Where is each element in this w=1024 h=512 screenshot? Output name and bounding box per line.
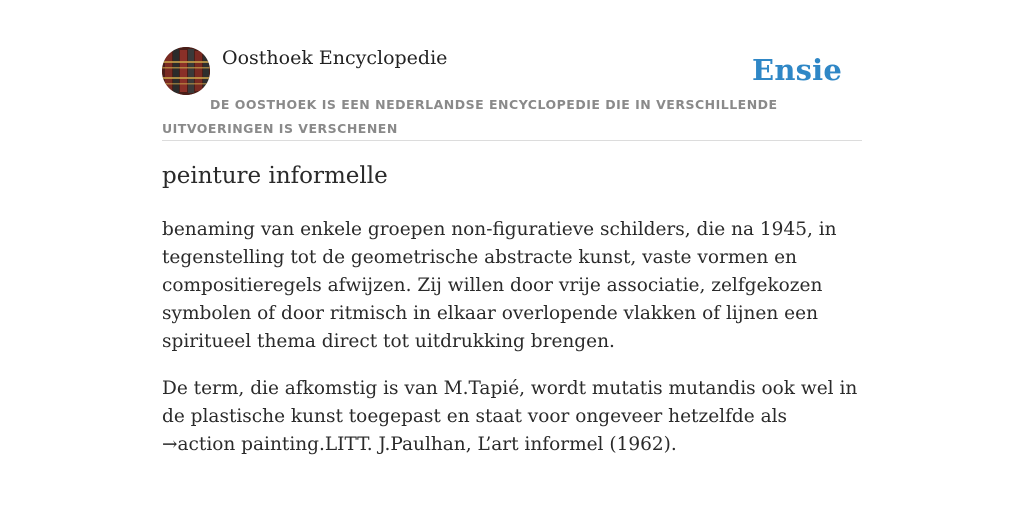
site-header <box>162 47 862 141</box>
site-tagline: DE OOSTHOEK IS EEN NEDERLANDSE ENCYCLOPEDIE DIE IN VERSCHILLENDE UITVOERINGEN IS VERSCHENEN <box>162 97 778 136</box>
book-spines-icon <box>162 47 210 95</box>
site-name[interactable]: Oosthoek Encyclopedie <box>222 47 448 69</box>
entry-title: peinture informelle <box>162 163 388 189</box>
brand-logo[interactable]: Ensie <box>752 53 842 87</box>
entry-paragraph: De term, die afkomstig is van M.Tapié, wordt mutatis mutandis ook wel in de plastische kunst toegepast en staat voor ongeveer hetzelfde als →action painting.LITT. J.Paulhan, L’art informel (1962). <box>162 378 858 455</box>
entry-body <box>162 216 862 478</box>
avatar[interactable] <box>162 47 210 95</box>
entry-paragraph: benaming van enkele groepen non-figuratieve schilders, die na 1945, in tegenstelling tot de geometrische abstracte kunst, vaste vormen en compositieregels afwijzen. Zij willen door vrije associatie, zelfgekozen symbolen of door ritmisch in elkaar overlopende vlakken of lijnen een spiritueel thema direct tot uitdrukking brengen. <box>162 219 837 352</box>
